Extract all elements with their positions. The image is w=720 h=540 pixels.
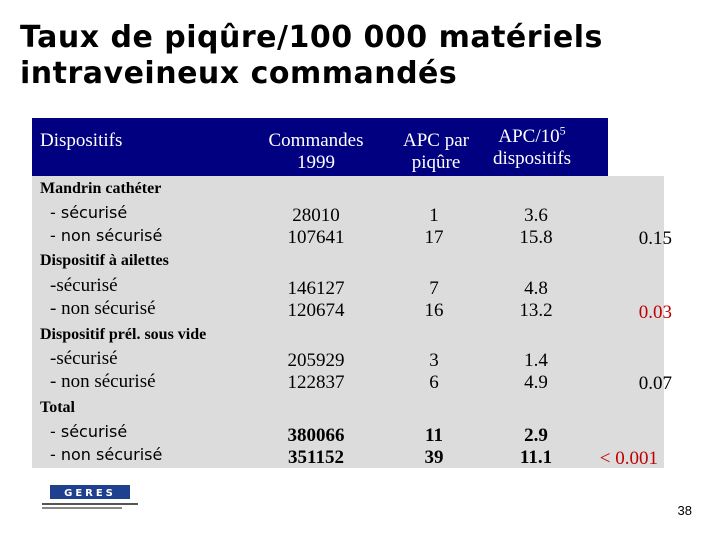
commandes-value: 107641 (287, 227, 345, 248)
group-title-mandrin: Mandrin cathéter (40, 180, 162, 197)
logo-underline (42, 503, 138, 505)
group-title-ailettes: Dispositif à ailettes (40, 252, 169, 269)
commandes-total: 380066 (287, 425, 345, 446)
commandes-total: 351152 (288, 447, 344, 468)
commandes-value: 146127 (287, 278, 345, 299)
apc-value: 16 (424, 300, 444, 321)
apc105-total: 11.1 (519, 447, 553, 468)
apc105-total: 2.9 (524, 425, 548, 446)
apc-total: 39 (424, 447, 444, 468)
row-label-non-securise: - non sécurisé (50, 371, 156, 392)
p-value: 0.07 (638, 373, 672, 394)
row-label-securise: -sécurisé (50, 348, 118, 369)
apc-value: 7 (429, 278, 439, 299)
logo-text: GERES (64, 488, 116, 499)
p-value-significant: 0.03 (638, 302, 672, 323)
apc105-value: 4.8 (524, 278, 548, 299)
apc-value: 1 (429, 205, 439, 226)
page-number: 38 (677, 503, 692, 518)
geres-logo (40, 485, 140, 513)
apc-value: 17 (424, 227, 444, 248)
apc105-value: 15.8 (519, 227, 553, 248)
row-label-securise: -sécurisé (50, 275, 118, 296)
row-label-securise: - sécurisé (50, 422, 128, 441)
apc105-value: 4.9 (524, 372, 548, 393)
row-label-securise: - sécurisé (50, 203, 128, 222)
p-value: 0.15 (638, 228, 672, 249)
header-dispositifs: Dispositifs (40, 130, 123, 151)
apc-value: 6 (429, 372, 439, 393)
logo-underline-2 (42, 507, 122, 509)
commandes-value: 120674 (287, 300, 345, 321)
apc-value: 3 (429, 350, 439, 371)
apc-total: 11 (425, 425, 443, 446)
commandes-value: 205929 (287, 350, 345, 371)
row-label-non-securise: - non sécurisé (50, 445, 163, 464)
commandes-value: 122837 (287, 372, 345, 393)
apc105-value: 1.4 (524, 350, 548, 371)
header-apc-105: APC/$10^5$ dispositifs (492, 123, 572, 169)
commandes-value: 28010 (292, 205, 340, 226)
slide-title-line1: Taux de piqûre/100 000 matériels (20, 20, 603, 55)
apc105-value: 3.6 (524, 205, 548, 226)
apc105-value: 13.2 (519, 300, 553, 321)
slide-title (20, 20, 603, 92)
p-value-significant: < 0.001 (599, 448, 658, 469)
header-commandes: Commandes 1999 (268, 130, 364, 173)
group-title-total: Total (40, 399, 75, 416)
row-label-non-securise: - non sécurisé (50, 226, 163, 245)
header-p: p (623, 130, 633, 151)
header-apc-par-piqure: APC par piqûre (403, 130, 469, 173)
row-label-non-securise: - non sécurisé (50, 298, 156, 319)
slide-title-line2: intraveineux commandés (20, 56, 458, 91)
group-title-sous-vide: Dispositif prél. sous vide (40, 326, 207, 343)
